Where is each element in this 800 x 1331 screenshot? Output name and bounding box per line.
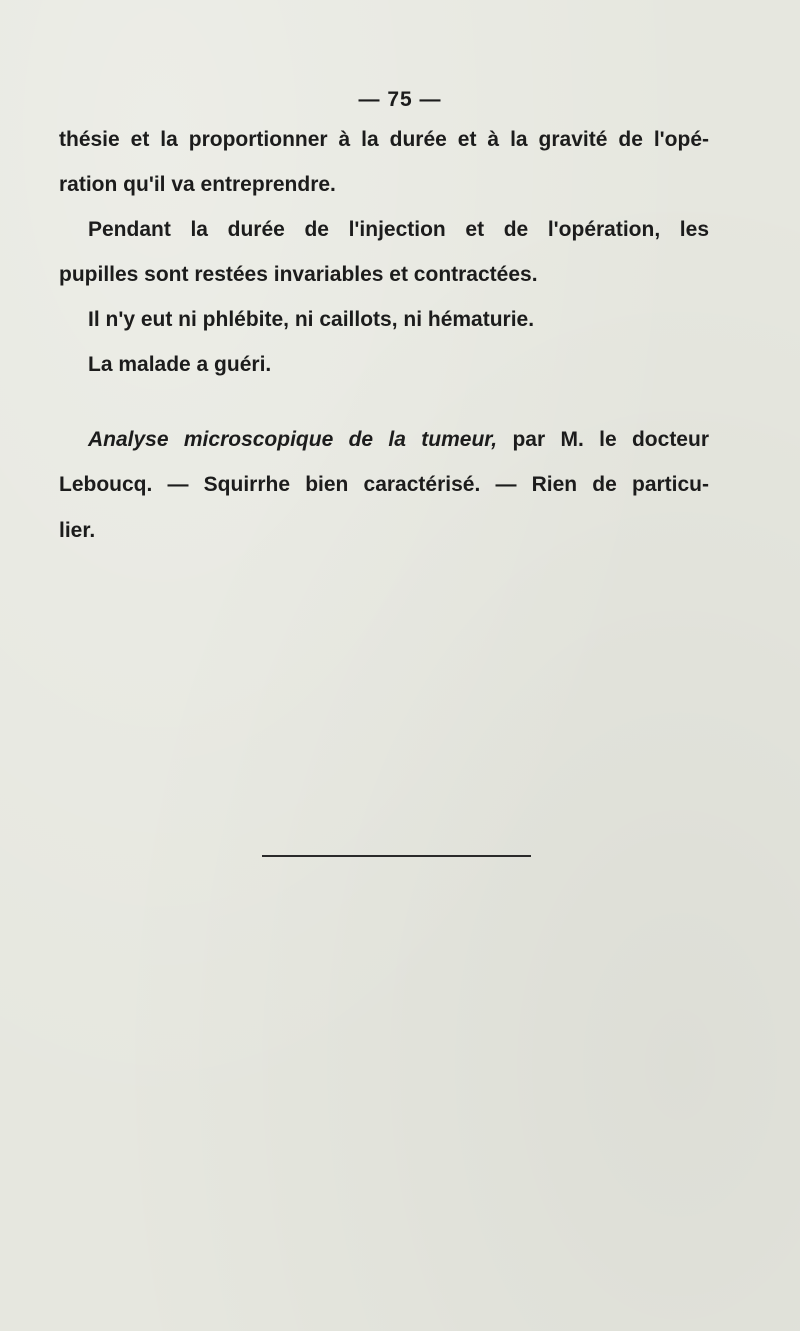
analysis-text: par M. le docteur (497, 428, 709, 451)
text-line: Pendant la durée de l'injection et de l'opération, les (88, 218, 709, 241)
text-line: Leboucq. — Squirrhe bien caractérisé. — Rien de particu- (59, 473, 709, 496)
analysis-title: Analyse microscopique de la tumeur, (88, 428, 498, 451)
analysis-paragraph-line (88, 426, 709, 454)
section-divider (262, 855, 531, 857)
text-line: Il n'y eut ni phlébite, ni caillots, ni hématurie. (88, 308, 535, 331)
page-number: — 75 — (358, 88, 442, 111)
text-line: pupilles sont restées invariables et contractées. (59, 263, 538, 286)
text-line: ration qu'il va entreprendre. (59, 173, 336, 196)
text-line: La malade a guéri. (88, 353, 272, 376)
text-line: lier. (59, 519, 96, 542)
text-line: thésie et la proportionner à la durée et à la gravité de l'opé- (59, 128, 709, 151)
